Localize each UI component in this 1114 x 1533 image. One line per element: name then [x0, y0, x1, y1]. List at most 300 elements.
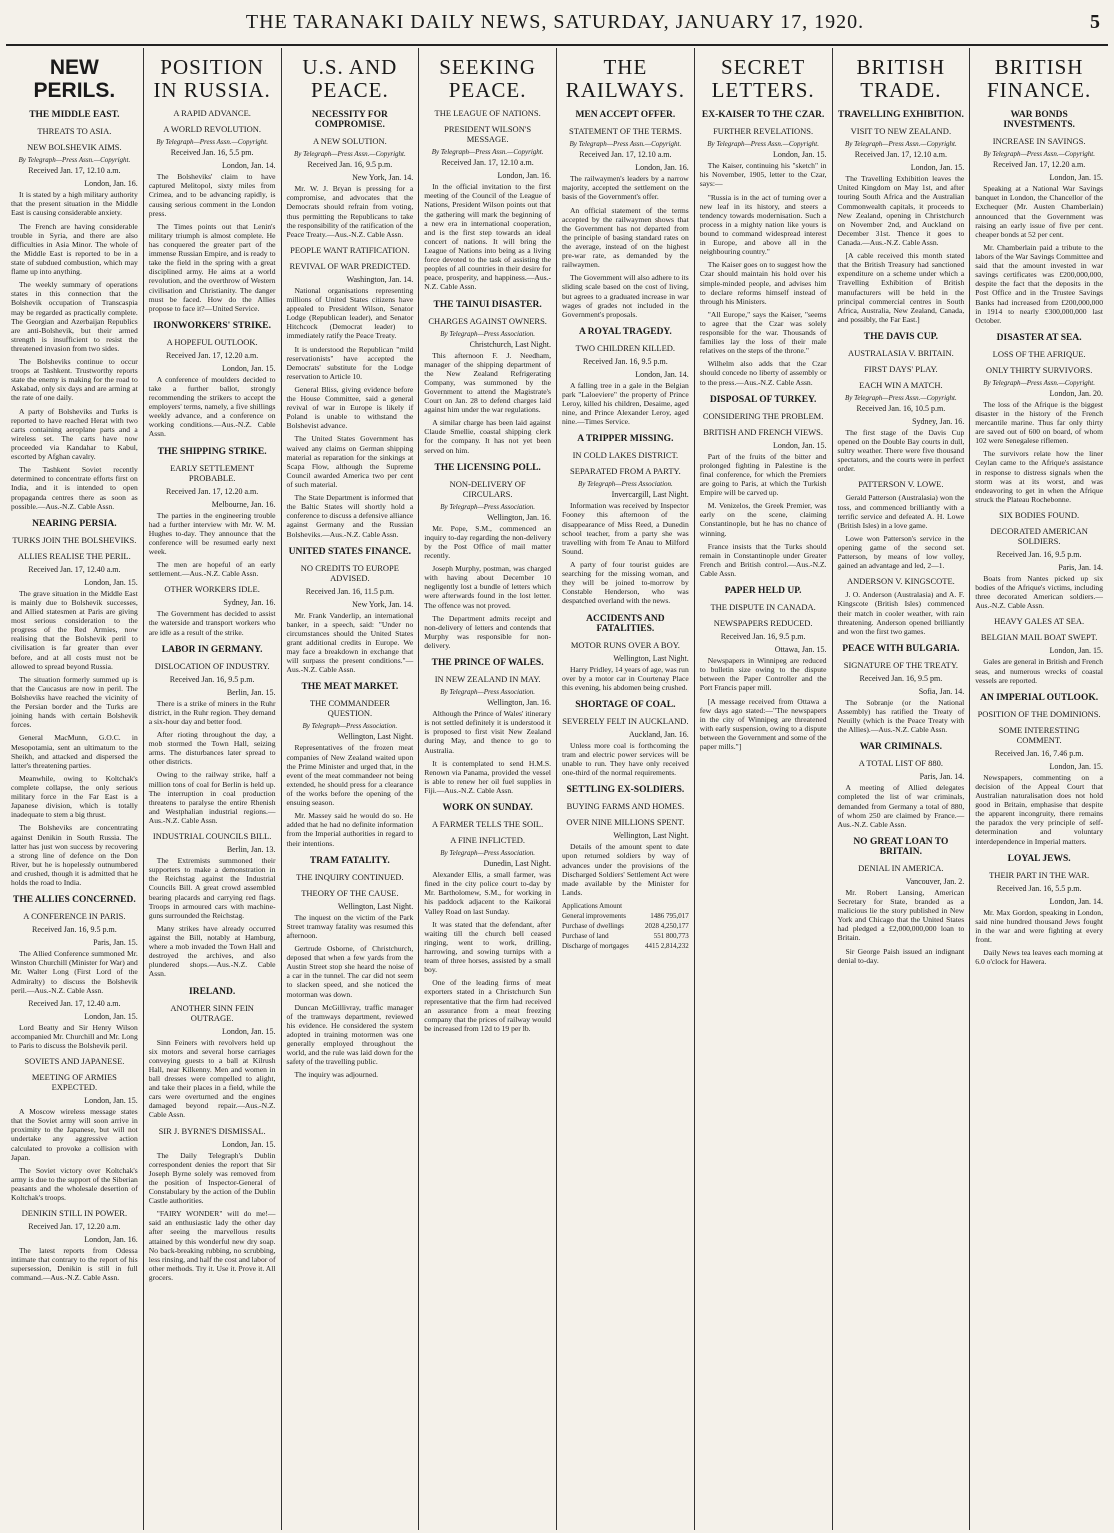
dateline: London, Jan. 15.: [84, 1096, 138, 1106]
wire-credit: By Telegraph—Press Assn.—Copyright.: [156, 138, 268, 147]
article-paragraph: Speaking at a National War Savings banquet in London, the Chancellor of the Exchequer (Mr. Austen Chamberlain) announced that the Government was raising an early issue of five per cent. cheaper bonds at 52 per cent.: [975, 184, 1103, 239]
deck: BELGIAN MAIL BOAT SWEPT.: [980, 632, 1098, 643]
article-paragraph: Newspapers, commenting on a decision of the Appeal Court that Australian naturalisation does not hold good in Britain, emphasise that despite the apparent incongruity, there remains the paradox the very principle of self-determination and voluntary interdependence in Imperial matters.: [975, 772, 1103, 846]
dateline: London, Jan. 15.: [221, 363, 276, 373]
newspaper-columns: [6, 48, 1108, 1530]
wire-credit: By Telegraph—Press Assn.—Copyright.: [845, 393, 957, 402]
deck: NEWSPAPERS REDUCED.: [713, 618, 813, 629]
deck: BRITISH AND FRENCH VIEWS.: [703, 426, 824, 437]
column-8: [970, 48, 1108, 1530]
article-paragraph: General Bliss, giving evidence before the House Committee, said a general revival of war in Europe is likely if Poland is unable to withstand the Bolshevist advance.: [286, 384, 414, 431]
article-paragraph: One of the leading firms of meat exporters stated in a Christchurch Sun representative that the firm had received an assurance from a meat freezing company that the prices of railway would be increased from 12d to 19 per lb.: [424, 978, 551, 1033]
deck: TWO CHILDREN KILLED.: [575, 342, 676, 353]
dateline: Wellington, Jan. 16.: [486, 698, 551, 708]
article-paragraph: A Moscow wireless message states that the Soviet army will soon arrive in proximity to the Japanese, but will not undertake any aggressive action calculated to provoke a collision with Japan.: [11, 1107, 138, 1162]
dateline: Sofia, Jan. 14.: [918, 686, 965, 696]
article-paragraph: Although the Prince of Wales' itinerary is not settled definitely it is understood it is proposed to first visit New Zealand during May, and thence to go to Australia.: [424, 709, 551, 755]
wire-credit: By Telegraph—Press Assn.—Copyright.: [845, 140, 957, 149]
masthead-rule: [6, 44, 1108, 46]
article-paragraph: The Daily Telegraph's Dublin correspondent denies the report that Sir Joseph Byrne solely was removed from the position of Inspector-General of Constabulary by the action of the Dublin Castle authorities.: [148, 1150, 276, 1206]
article-paragraph: The Kaiser goes on to suggest how the Czar should maintain his hold over his simple-minded people, and advises him to declare reforms himself instead of through his Ministers.: [699, 260, 827, 306]
deck: A NEW SOLUTION.: [313, 136, 387, 147]
wire-credit: By Telegraph—Press Assn.—Copyright.: [294, 150, 406, 159]
article-paragraph: The inquiry was adjourned.: [294, 1070, 379, 1080]
article-paragraph: Daily News tea leaves each morning at 6.0 o'clock for Hawera.: [975, 948, 1103, 967]
headline: U.S. AND PEACE.: [302, 55, 398, 103]
article-paragraph: This afternoon F. J. Needham, manager of the shipping department of the New Zealand Refrigerating Company, was summoned by the Government to attend the Magistrate's Court on Jan. 28 to defend charges laid against him under the war regulations.: [424, 350, 551, 415]
subheadline: ACCIDENTS AND FATALITIES.: [586, 613, 665, 634]
received-time: Received Jan. 16, 9.5 p.m.: [32, 925, 117, 935]
received-time: Received Jan. 16, 10.5 p.m.: [856, 403, 946, 413]
article-paragraph: It is contemplated to send H.M.S. Renown via Panama, provided the vessel is able to renew her oil fuel supplies in Fiji.—Aus.-N.Z. Cable Assn.: [424, 758, 551, 795]
article-paragraph: Part of the fruits of the bitter and prolonged fighting in Palestine is the final conference, for which the Premiers are going to Paris, at which the Turkish Empire will be carved up.: [699, 451, 827, 498]
deck: SEPARATED FROM A PARTY.: [570, 466, 681, 477]
received-time: Received Jan. 16, 9.5 p.m.: [720, 632, 806, 642]
article-paragraph: Harry Pridley, 14 years of age, was run over by a motor car in Courtenay Place this evening, his abdomen being crushed.: [562, 664, 689, 692]
article-paragraph: [A message received from Ottawa a few days ago stated:—"The newspapers in the city of Winnipeg are threatened with early suspension, owing to a dispute between the Government and some of the paper mills."]: [699, 696, 827, 752]
subheadline: PEACE WITH BULGARIA.: [842, 643, 960, 654]
deck: NEW BOLSHEVIK AIMS.: [27, 142, 122, 153]
dateline: Vancouver, Jan. 2.: [905, 876, 965, 886]
wire-credit: By Telegraph—Press Assn.—Copyright.: [569, 140, 682, 149]
wire-credit: By Telegraph—Press Association.: [302, 722, 398, 731]
deck: EARLY SETTLEMENT PROBABLE.: [170, 462, 255, 483]
headline: POSITION IN RUSSIA.: [153, 55, 271, 103]
article-paragraph: Representatives of the frozen meat companies of New Zealand waited upon the Prime Minister and urged that, in the event of the meat commandeer not being extended, he should press for a clearance of the works before the opening of the ensuing season.: [286, 743, 414, 808]
article-paragraph: Gales are general in British and French seas, and numerous wrecks of coastal vessels are reported.: [975, 657, 1103, 685]
article-paragraph: The Sobranje (or the National Assembly) has ratified the Treaty of Neuilly (which is the Peace Treaty with the Allies).—Aus.-N.Z. Cable Assn.: [837, 697, 965, 735]
wire-credit: By Telegraph—Press Association.: [440, 329, 536, 338]
article-paragraph: The Bolsheviks continue to occur troops at Tashkent. Trustworthy reports state the enemy is making for the road to Askabad, only six days and are arming at the rate of one daily.: [11, 357, 138, 403]
dateline: London, Jan. 15.: [772, 150, 827, 160]
subheadline: THE SHIPPING STRIKE.: [157, 446, 267, 457]
subheadline: THE MIDDLE EAST.: [29, 110, 120, 121]
subheadline: IRELAND.: [189, 986, 236, 997]
deck: SOVIETS AND JAPANESE.: [24, 1056, 125, 1067]
dateline: Paris, Jan. 14.: [919, 772, 965, 782]
dateline: Berlin, Jan. 15.: [226, 687, 276, 697]
table-row: [562, 931, 689, 941]
dateline: Berlin, Jan. 13.: [226, 845, 276, 855]
deck: THE INQUIRY CONTINUED.: [296, 871, 404, 882]
wire-credit: By Telegraph—Press Assn.—Copyright.: [18, 156, 131, 165]
table-cell: Discharge of mortgages: [562, 942, 629, 950]
deck: FURTHER REVELATIONS.: [713, 126, 814, 137]
deck: SIGNATURE OF THE TREATY.: [843, 659, 959, 670]
deck: SOME INTERESTING COMMENT.: [998, 724, 1080, 745]
table-cell: 4415 2,814,232: [645, 942, 689, 950]
subheadline: THE MEAT MARKET.: [301, 682, 399, 693]
article-paragraph: The Kaiser, continuing his "sketch" in his November, 1905, letter to the Czar, says:—: [699, 161, 827, 189]
table-cell: Purchase of dwellings: [562, 922, 624, 930]
dateline: Paris, Jan. 15.: [93, 938, 138, 948]
deck: ANDERSON V. KINGSCOTE.: [846, 576, 955, 587]
deck: DENIKIN STILL IN POWER.: [21, 1208, 128, 1219]
column-5: [557, 48, 695, 1530]
article-paragraph: The State Department is informed that the Baltic States will shortly hold a conference to discuss a defensive alliance against Germany and the Russian Bolsheviks.—Aus.-N.Z. Cable Assn.: [286, 493, 414, 539]
article-paragraph: A party of Bolsheviks and Turks is reported to have reached Herat with two carts containing aeroplane parts and a wireless set. The carts have now proceeded via Kandahar to Kabul, escorted by Afghan cavalry.: [11, 406, 138, 462]
deck: NO CREDITS TO EUROPE ADVISED.: [300, 562, 399, 583]
dateline: London, Jan. 20.: [1049, 388, 1103, 398]
received-time: Received Jan. 17, 12.40 a.m.: [28, 564, 121, 574]
article-paragraph: Mr. Max Gordon, speaking in London, said nine hundred thousand Jews fought in the war and were fighting at every front.: [975, 907, 1103, 944]
dateline: Wellington, Last Night.: [613, 831, 689, 841]
deck: A WORLD REVOLUTION.: [163, 124, 262, 135]
received-time: Received Jan. 16, 9.5 p.m.: [307, 160, 393, 170]
subheadline: THE DAVIS CUP.: [863, 331, 938, 342]
article-paragraph: The Department admits receipt and non-delivery of letters and contends that Murphy was responsible for non-delivery.: [424, 613, 551, 651]
article-paragraph: The grave situation in the Middle East is mainly due to Bolshevik successes, and Allied statesmen at Paris are giving most serious consideration to the progress of the Red Armies, now realising that the Bolshevik peril to civilisation is far greater than ever before, and at all costs must not be allowed to spread beyond Russia.: [11, 588, 138, 671]
article-paragraph: A party of four tourist guides are searching for the missing woman, and they will be joined to-morrow by Constable Henderson, who was despatched overland with the news.: [562, 560, 689, 606]
dateline: London, Jan. 16.: [497, 171, 551, 181]
article-paragraph: There is a strike of miners in the Ruhr district, in the Ruhr region. They demand a six-hour day and better food.: [148, 698, 276, 726]
column-2: [144, 48, 282, 1530]
article-paragraph: Newspapers in Winnipeg are reduced to bulletin size owing to the dispute between the Paper Controller and the Port Francis paper mill.: [699, 656, 827, 693]
article-paragraph: Duncan McGillivray, traffic manager of the tramways department, reviewed his evidence. He considered the system adopted in training motormen was one generally employed throughout the world, and the rule was laid down for the safety of the travelling public.: [286, 1002, 414, 1067]
dateline: London, Jan. 15.: [772, 440, 827, 450]
article-paragraph: The weekly summary of operations states in this connection that the Bolshevik occupation of Transcaspia may be regarded as practically complete. The Georgian and Azerbaijan Republics are anti-Bolshevik, but their armed strength is insufficient to resist the threatened invasion from two sides.: [11, 280, 138, 353]
column-6: [695, 48, 833, 1530]
article-paragraph: Gerald Patterson (Australasia) won the toss, and commenced brilliantly with a terrific service and defeated A. H. Lowe (British Isles) in a love game.: [837, 493, 965, 530]
dateline: New York, Jan. 14.: [352, 599, 414, 609]
wire-credit: By Telegraph—Press Association.: [577, 480, 673, 489]
dateline: London, Jan. 15.: [84, 1011, 138, 1021]
article-paragraph: A similar charge has been laid against Claude Smellie, coastal shipping clerk for the company. It has not yet been served on him.: [424, 418, 551, 455]
article-paragraph: Mr. Massey said he would do so. He added that he had no definite information from the Imperial authorities in regard to their intentions.: [286, 811, 414, 848]
subheadline: NO GREAT LOAN TO BRITAIN.: [853, 836, 949, 857]
dateline: London, Jan. 15.: [1049, 646, 1103, 656]
dateline: New York, Jan. 14.: [352, 173, 414, 183]
received-time: Received Jan. 17, 12.20 a.m.: [28, 1222, 121, 1232]
article-paragraph: Joseph Murphy, postman, was charged with having about December 10 negligently lost a bundle of letters which were afterwards found in the lost letter. The offence was not proved.: [424, 564, 551, 610]
table-cell: 1486 795,017: [650, 912, 689, 920]
deck: LOSS OF THE AFRIQUE.: [992, 348, 1086, 359]
article-paragraph: The French are having considerable trouble in Syria, and there are also difficulties in Asia Minor. The whole of the Middle East is reported to be in a state of subdued combustion, which may flame up into anything.: [11, 221, 138, 277]
article-paragraph: Details of the amount spent to date upon returned soldiers by way of advances under the provisions of the Discharged Soldiers' Settlement Act were made available by the Minister for Lands.: [562, 842, 689, 897]
subheadline: THE PRINCE OF WALES.: [431, 658, 544, 669]
article-paragraph: Information was received by Inspector Fooney this afternoon of the disappearance of Miss Reed, a Dunedin school teacher, from a party she was travelling with from Te Anau to Milford Sound.: [562, 501, 689, 556]
article-paragraph: The Government will also adhere to its sliding scale based on the cost of living, but agrees to a graduated increase in war wages of grades not included in the Government's proposals.: [562, 273, 689, 319]
article-paragraph: The Bolsheviks' claim to have captured Melitopol, sixty miles from Crimea, and to be advancing rapidly, is causing serious comment in the London press.: [148, 172, 276, 218]
dateline: London, Jan. 16.: [84, 179, 138, 189]
received-time: Received Jan. 17, 12.20 a.m.: [166, 350, 259, 360]
dateline: Wellington, Last Night.: [337, 732, 414, 742]
table-cell: Purchase of land: [562, 932, 609, 940]
article-paragraph: It is stated by a high military authority that the present situation in the Middle East is causing considerable anxiety.: [11, 190, 138, 218]
deck: INCREASE IN SAVINGS.: [992, 136, 1086, 147]
deck: IN COLD LAKES DISTRICT.: [572, 450, 679, 461]
article-paragraph: "All Europe," says the Kaiser, "seems to agree that the Czar was solely responsible for the war. Thousands of families lay the loss of their male relatives on the steps of the throne.": [699, 309, 827, 356]
article-paragraph: A meeting of Allied delegates completed the list of war criminals, demanded from Germany a total of 880, of whom 250 are claimed by France.—Aus.-N.Z. Cable Assn.: [837, 783, 965, 829]
article-paragraph: The Bolsheviks are concentrating against Denikin in South Russia. The latter has just won success by recovering a strong line of defence on the Don River, but he is hopelessly outnumbered and crushed, though it is admitted that he holds the road to India.: [11, 823, 138, 888]
dateline: Washington, Jan. 14.: [346, 274, 414, 284]
dateline: Melbourne, Jan. 16.: [211, 499, 276, 509]
article-paragraph: M. Venizelos, the Greek Premier, was early on the scene, claiming Constantinople, but he has no chance of winning.: [699, 501, 827, 538]
headline: SEEKING PEACE.: [439, 55, 537, 103]
dateline: London, Jan. 15.: [910, 163, 965, 173]
deck: SEVERELY FELT IN AUCKLAND.: [562, 715, 689, 726]
deck: A HOPEFUL OUTLOOK.: [166, 336, 258, 347]
deck: MEETING OF ARMIES EXPECTED.: [31, 1072, 117, 1093]
deck: EACH WIN A MATCH.: [859, 379, 943, 390]
deck: THE DISPUTE IN CANADA.: [710, 602, 816, 613]
deck: BUYING FARMS AND HOMES.: [566, 801, 685, 812]
subheadline: LABOR IN GERMANY.: [161, 644, 263, 655]
deck: A CONFERENCE IN PARIS.: [23, 911, 126, 922]
received-time: Received Jan. 16, 11.5 p.m.: [305, 586, 395, 596]
deck: THEIR PART IN THE WAR.: [989, 869, 1090, 880]
deck: A FARMER TELLS THE SOIL.: [432, 819, 544, 830]
deck: PEOPLE WANT RATIFICATION.: [290, 244, 410, 255]
deck: A TOTAL LIST OF 880.: [858, 758, 943, 769]
deck: HEAVY GALES AT SEA.: [994, 616, 1085, 627]
headline: SECRET LETTERS.: [711, 55, 815, 103]
article-paragraph: A conference of moulders decided to take a further ballot, strongly recommending the strikers to accept the employers' terms, namely, a five shillings weekly advance, and a conference on working conditions.—Aus.-N.Z. Cable Assn.: [148, 374, 276, 439]
article-paragraph: The Times points out that Lenin's military triumph is almost complete. He has conquered the greater part of the immense Russian Empire, and is ready to take the field in the spring with a great disciplined army. He aims at a world revolution, and the overthrow of Western civilisation and Christianity. The danger must be faced. How do the Allies propose to face it?—United Service.: [148, 221, 276, 313]
dateline: London, Jan. 15.: [1049, 173, 1103, 183]
subheadline: A ROYAL TRAGEDY.: [578, 326, 672, 337]
subheadline: SETTLING EX-SOLDIERS.: [566, 785, 685, 796]
article-paragraph: The Extremists summoned their supporters to make a demonstration in the Reichstag against the Industrial Councils Bill. A great crowd assembled bearing placards and carrying red flags. Troops in armoured cars with machine-guns surrounded the Reichstag.: [148, 856, 276, 920]
deck: THE COMMANDEER QUESTION.: [309, 698, 390, 719]
article-paragraph: The United States Government has waived any claims on German shipping material as reparation for the sinkings at Scapa Flow, although the Supreme Council awarded America two per cent of such material.: [286, 434, 414, 490]
wire-credit: By Telegraph—Press Association.: [440, 502, 536, 511]
wire-credit: By Telegraph—Press Assn.—Copyright.: [983, 150, 1095, 159]
dateline: Christchurch, Last Night.: [469, 339, 551, 349]
received-time: Received Jan. 17, 12.10 a.m.: [579, 150, 672, 160]
subheadline: PAPER HELD UP.: [724, 586, 802, 597]
wire-credit: By Telegraph—Press Assn.—Copyright.: [431, 148, 544, 157]
wire-credit: By Telegraph—Press Assn.—Copyright.: [983, 378, 1095, 387]
article-paragraph: The railwaymen's leaders by a narrow majority, accepted the settlement on the basis of the Government's offer.: [562, 174, 689, 202]
article-paragraph: The first stage of the Davis Cup opened on the Double Bay courts in dull, sultry weather. There were five thousand spectators, and the courts were in perfect order.: [837, 427, 965, 474]
article-paragraph: The Government has decided to assist the waterside and transport workers who are idle as a result of the strike.: [148, 609, 276, 637]
received-time: Received Jan. 16, 7.46 p.m.: [994, 748, 1084, 758]
article-paragraph: "Russia is in the act of turning over a new leaf in its history, and steers a tendency towards modernisation. Such a process in a mighty nation like yours is bound to command widespread interest in Europe, and above all in the neighbouring country.": [699, 192, 827, 257]
dateline: London, Jan. 15.: [221, 1139, 276, 1149]
subheadline: THE LICENSING POLL.: [434, 462, 541, 473]
deck: THEORY OF THE CAUSE.: [301, 887, 399, 898]
deck: OTHER WORKERS IDLE.: [164, 584, 260, 595]
article-paragraph: Sinn Feiners with revolvers held up six motors and several horse carriages conveying guests to a ball at Kilrush Hall, near Kilkenny. Men and women in ball dresses were compelled to alight, and take their places in a field, while the cars were overturned and the engines damaged beyond repair.—Aus.-N.Z. Cable Assn.: [148, 1037, 276, 1120]
subheadline: EX-KAISER TO THE CZAR.: [701, 110, 825, 121]
received-time: Received Jan. 17, 12.20 a.m.: [166, 486, 259, 496]
table-row: [562, 941, 689, 951]
deck: A FINE INFLICTED.: [450, 835, 526, 846]
table-row: [562, 901, 689, 911]
table-cell: 2028 4,250,177: [645, 922, 689, 930]
deck: SIX BODIES FOUND.: [999, 510, 1080, 521]
subheadline: TRAVELLING EXHIBITION.: [837, 110, 964, 121]
column-4: [419, 48, 557, 1530]
table-cell: 551 800,773: [653, 932, 689, 940]
deck: INDUSTRIAL COUNCILS BILL.: [152, 831, 272, 842]
subheadline: MEN ACCEPT OFFER.: [575, 110, 676, 121]
article-paragraph: Unless more coal is forthcoming the tram and electric power services will be unable to run. They have only received one-third of the normal requirements.: [562, 740, 689, 778]
received-time: Received Jan. 17, 12.10 a.m.: [854, 150, 947, 160]
dateline: Ottawa, Jan. 15.: [774, 645, 827, 655]
article-paragraph: A falling tree in a gale in the Belgian park "Laloeviere" the property of Prince Leroy, killed his children, Desaime, aged nine, and Prince Alexander Leroy, aged nine.—Times Service.: [562, 380, 689, 427]
article-paragraph: Mr. Pope, S.M., commenced an inquiry to-day regarding the non-delivery by the Post Office of mail matter recently.: [424, 523, 551, 561]
column-1: [6, 48, 144, 1530]
subheadline: TRAM FATALITY.: [309, 855, 390, 866]
article-paragraph: Gertrude Osborne, of Christchurch, deposed that when a few yards from the Austin Street stop she heard the noise of a car in the tunnel. The car did not seem to slacken speed, and she noticed the motorman was down.: [286, 943, 414, 999]
dateline: Auckland, Jan. 16.: [628, 729, 689, 739]
received-time: Received Jan. 16, 9.5 p.m.: [169, 674, 255, 684]
article-paragraph: Mr. Robert Lansing, American Secretary for State, branded as a malicious lie the story published in New York and Chicago that the United States had pledged a £2,000,000,000 loan to Britain.: [837, 887, 965, 943]
subheadline: WAR BONDS INVESTMENTS.: [1003, 110, 1075, 131]
article-paragraph: It was stated that the defendant, after waiting till the church bell ceased ringing, went to work, drilling, harrowing, and sowing turnips with a team of three horses, assisted by a small boy.: [424, 919, 551, 975]
article-paragraph: Meanwhile, owing to Koltchak's complete collapse, the only serious military force in the Far East is a Japanese division, which is totally inadequate to stem a big thrust.: [11, 773, 138, 820]
deck: STATEMENT OF THE TERMS.: [569, 126, 682, 137]
article-paragraph: After rioting throughout the day, a mob stormed the Town Hall, seizing arms. The disturbances later spread to other districts.: [148, 730, 276, 767]
article-paragraph: Lowe won Patterson's service in the opening game of the second set. Patterson, by means of low volley, gained an advantage and led, 2—1.: [837, 533, 965, 571]
received-time: Received Jan. 17, 12.40 a.m.: [28, 998, 121, 1008]
dateline: Sydney, Jan. 16.: [223, 598, 276, 608]
subheadline: SHORTAGE OF COAL.: [575, 699, 676, 710]
received-time: Received Jan. 16, 9.5 pm.: [859, 673, 943, 683]
subheadline: NECESSITY FOR COMPROMISE.: [311, 110, 388, 131]
page-number: 5: [1090, 10, 1100, 33]
dateline: Sydney, Jan. 16.: [912, 416, 965, 426]
dateline: London, Jan. 16.: [84, 1235, 138, 1245]
subheadline: A TRIPPER MISSING.: [577, 434, 674, 445]
article-paragraph: National organisations representing millions of United States citizens have appealed to President Wilson, Senator Lodge (Republican leader), and Senator Hitchcock (Democrat leader) to immediately ratify the Peace Treaty.: [286, 285, 414, 341]
article-paragraph: Wilhelm also adds that the Czar should concede no liberty of assembly or to the press.—Aus.-N.Z. Cable Assn.: [699, 359, 827, 387]
deck: SIR J. BYRNE'S DISMISSAL.: [158, 1125, 266, 1136]
article-paragraph: Lord Beatty and Sir Henry Wilson accompanied Mr. Churchill and Mr. Long to Paris to discuss the Bolshevik peril.: [11, 1022, 138, 1050]
table-cell: General improvements: [562, 912, 626, 920]
received-time: Received Jan. 16, 9.5 p.m.: [583, 356, 668, 366]
dateline: London, Jan. 14.: [635, 369, 689, 379]
subheadline: WAR CRIMINALS.: [859, 742, 943, 753]
deck: A RAPID ADVANCE.: [173, 108, 251, 119]
article-paragraph: Alexander Ellis, a small farmer, was fined in the city police court to-day by Mr. Bartholomew, S.M., for working in his paddock adjacent to the Kaikorai Valley Road on last Sunday.: [424, 870, 551, 916]
article-paragraph: The Soviet victory over Koltchak's army is due to the support of the Siberian peasants and the wholesale desertion of Koltchak's troops.: [11, 1165, 138, 1203]
deck: PATTERSON V. LOWE.: [858, 479, 944, 490]
article-paragraph: [A cable received this month stated that the British Treasury had sanctioned expenditure on a scheme under which a Travelling Exhibition of British manufacturers will be held in the principal commercial centres in South Africa, Australia, New Zealand, Canada, and possibly, the Far East.]: [837, 251, 965, 324]
deck: OVER NINE MILLIONS SPENT.: [566, 817, 685, 828]
article-paragraph: Boats from Nantes picked up six bodies of the Afrique's victims, including three decorated American soldiers.—Aus.-N.Z. Cable Assn.: [975, 574, 1103, 611]
dateline: London, Jan. 15.: [1049, 761, 1103, 771]
dateline: Wellington, Last Night.: [613, 653, 689, 663]
deck: ANOTHER SINN FEIN OUTRAGE.: [170, 1002, 254, 1023]
deck: DECORATED AMERICAN SOLDIERS.: [990, 526, 1088, 547]
received-time: Received Jan. 16, 9.5 p.m.: [996, 550, 1082, 560]
article-paragraph: J. O. Anderson (Australasia) and A. F. Kingscote (British Isles) commenced their match in cooler weather, with rain threatening. Anderson opened brilliantly and won the first two games.: [837, 590, 965, 636]
dateline: London, Jan. 14.: [1049, 896, 1103, 906]
deck: FIRST DAYS' PLAY.: [864, 363, 938, 374]
figures-table: [562, 901, 689, 951]
article-paragraph: The situation formerly summed up is that the Caucasus are now in peril. The Bolsheviks have reached the vicinity of the Persian border and the Turks are joining hands with certain Bolshevik forces.: [11, 674, 138, 730]
article-paragraph: The parties in the engineering trouble had a further interview with Mr. W. M. Hughes to-day. They announce that the conference will be resumed early next week.: [148, 510, 276, 557]
dateline: London, Jan. 15.: [221, 1026, 276, 1036]
dateline: Dunedin, Last Night.: [483, 859, 551, 869]
deck: THREATS TO ASIA.: [37, 126, 112, 137]
subheadline: THE ALLIES CONCERNED.: [13, 895, 136, 906]
article-paragraph: Mr. W. J. Bryan is pressing for a compromise, and advocates that the Democrats should refrain from voting, thus permitting the Republicans to take the responsibility of the ratification of the Peace Treaty.—Aus.-N.Z. Cable Assn.: [286, 184, 414, 239]
deck: CONSIDERING THE PROBLEM.: [702, 410, 824, 421]
dateline: London, Jan. 15.: [84, 577, 138, 587]
article-paragraph: The men are hopeful of an early settlement.—Aus.-N.Z. Cable Assn.: [148, 560, 276, 579]
article-paragraph: It is understood the Republican "mild reservationists" have accepted the Democrats' substitute for the Lodge reservation to Article 10.: [286, 344, 414, 381]
deck: DISLOCATION OF INDUSTRY.: [154, 660, 270, 671]
deck: POSITION OF THE DOMINIONS.: [977, 708, 1101, 719]
article-paragraph: The survivors relate how the liner Ceylan came to the Afrique's assistance in response to distress signals when the storm was at its worst, and was endeavoring to get in when the Afrique struck the Plateau Rochebonne.: [975, 449, 1103, 504]
article-paragraph: In the official invitation to the first meeting of the Council of the League of Nations, President Wilson points out that the gathering will mark the beginning of a new era in international cooperation, and is the first step towards an ideal concert of nations. It will bring the League of Nations into being as a living force devoted to the task of assisting the peoples of all countries in their desire for peace, prosperity, and happiness.—Aus.-N.Z. Cable Assn.: [424, 182, 551, 292]
deck: AUSTRALASIA V. BRITAIN.: [848, 347, 954, 358]
subheadline: THE TAINUI DISASTER.: [433, 299, 542, 310]
subheadline: IRONWORKERS' STRIKE.: [153, 320, 271, 331]
deck: CHARGES AGAINST OWNERS.: [428, 315, 547, 326]
dateline: Wellington, Jan. 16.: [486, 512, 551, 522]
column-3: [282, 48, 420, 1530]
dateline: London, Jan. 16.: [635, 163, 689, 173]
table-row: [562, 921, 689, 931]
article-paragraph: General MacMunn, G.O.C. in Mesopotamia, sent an ultimatum to the Sheikh, and attacked and dispersed the latter's threatening parties.: [11, 733, 138, 770]
table-cell: [639, 901, 689, 911]
subheadline: AN IMPERIAL OUTLOOK.: [980, 692, 1099, 703]
deck: ONLY THIRTY SURVIVORS.: [985, 364, 1093, 375]
deck: VISIT TO NEW ZEALAND.: [850, 126, 952, 137]
article-paragraph: France insists that the Turks should remain in Constantinople under Greater French and British control.—Aus.-N.Z. Cable Assn.: [699, 541, 827, 579]
headline: BRITISH FINANCE.: [986, 55, 1092, 103]
headline: NEW PERILS.: [33, 56, 116, 103]
dateline: London, Jan. 14.: [221, 161, 276, 171]
table-row: [562, 911, 689, 921]
subheadline: DISPOSAL OF TURKEY.: [709, 394, 817, 405]
headline: BRITISH TRADE.: [856, 55, 946, 103]
article-paragraph: Mr. Chamberlain paid a tribute to the labors of the War Savings Committee and said that the amount invested in war savings certificates was £200,000,000, despite the fact that the deposits in the Post Office and in the Trustee Savings Banks had increased from £200,000,000 in 1914 to nearly £300,000,000 last October.: [975, 242, 1103, 325]
article-paragraph: Sir George Paish issued an indignant denial to-day.: [837, 946, 965, 965]
deck: ALLIES REALISE THE PERIL.: [18, 550, 131, 561]
wire-credit: By Telegraph—Press Assn.—Copyright.: [707, 140, 819, 149]
masthead: [0, 0, 1114, 44]
headline: THE RAILWAYS.: [565, 55, 685, 103]
received-time: Received Jan. 16, 5.5 p.m.: [996, 883, 1082, 893]
masthead-title: THE TARANAKI DAILY NEWS, SATURDAY, JANUARY 17, 1920.: [245, 10, 865, 33]
dateline: Wellington, Last Night.: [337, 901, 414, 911]
subheadline: DISASTER AT SEA.: [996, 332, 1082, 343]
received-time: Received Jan. 17, 12.10 a.m.: [441, 158, 534, 168]
deck: DENIAL IN AMERICA.: [858, 862, 944, 873]
dateline: Invercargill, Last Night.: [611, 490, 689, 500]
article-paragraph: "FAIRY WONDER" will do me!—said an enthusiastic lady the other day after seeing the marvellous results attained by this wonderful new dry soap. No back-breaking rubbing, no scrubbing, less rinsing, and half the cost and labor of other methods. Try it. Use it. Prove it. All grocers.: [148, 1209, 276, 1282]
subheadline: LOYAL JEWS.: [1007, 853, 1071, 864]
article-paragraph: The inquest on the victim of the Park Street tramway fatality was resumed this afternoon.: [286, 912, 414, 940]
article-paragraph: The latest reports from Odessa intimate that contrary to the report of his supersession, Denikin is still in full command.—Aus.-N.Z. Cable Assn.: [11, 1246, 138, 1283]
deck: THE LEAGUE OF NATIONS.: [434, 108, 541, 119]
deck: PRESIDENT WILSON'S MESSAGE.: [444, 124, 532, 145]
deck: MOTOR RUNS OVER A BOY.: [570, 639, 680, 650]
received-time: Received Jan. 17, 12.20 a.m.: [993, 160, 1086, 170]
deck: NON-DELIVERY OF CIRCULARS.: [449, 478, 526, 499]
article-paragraph: The Allied Conference summoned Mr. Winston Churchill (Minister for War) and Mr. Walter Long (First Lord of the Admiralty) to discuss the Bolshevik peril.—Aus.-N.Z. Cable Assn.: [11, 949, 138, 995]
article-paragraph: Mr. Frank Vanderlip, an international banker, in a speech, said: "Under no circumstances should the United States grant additional credits in Europe. We may face a breakdown in exchange that will surpass the present conditions."—Aus.-N.Z. Cable Assn.: [286, 610, 414, 675]
article-paragraph: An official statement of the terms accepted by the railwaymen shows that the Government has not departed from the principle of basing standard rates on the average, instead of on the highest pre-war rate, as demanded by the railwaymen.: [562, 205, 689, 270]
article-paragraph: The Travelling Exhibition leaves the United Kingdom on May 1st, and after touring South Africa and the Australian Commonwealth capitals, it proceeds to New Zealand, opening in Christchurch on November 2nd, and Auckland on December 31st. Thence it goes to Canada.—Aus.-N.Z. Cable Assn.: [837, 174, 965, 247]
deck: TURKS JOIN THE BOLSHEVIKS.: [12, 534, 137, 545]
subheadline: UNITED STATES FINANCE.: [288, 546, 412, 557]
article-paragraph: The Tashkent Soviet recently determined to concentrate efforts first on India, and it is intended to open propaganda centres there as soon as possible.—Aus.-N.Z. Cable Assn.: [11, 465, 138, 511]
article-paragraph: The loss of the Afrique is the biggest disaster in the history of the French mercantile marine. Thus far only thirty are saved out of 600 on board, of whom 102 were Senegalese riflemen.: [975, 399, 1103, 446]
deck: REVIVAL OF WAR PREDICTED.: [289, 260, 411, 271]
article-paragraph: Owing to the railway strike, half a million tons of coal for Berlin is held up. The interruption in coal production threatens to paralyse the entire Rhenish and Westphalian industrial regions.—Aus.-N.Z. Cable Assn.: [148, 770, 276, 825]
received-time: Received Jan. 16, 5.5 pm.: [170, 148, 254, 158]
wire-credit: By Telegraph—Press Association.: [440, 849, 536, 858]
table-cell: Applications Amount: [562, 902, 623, 910]
wire-credit: By Telegraph—Press Association.: [440, 688, 536, 697]
